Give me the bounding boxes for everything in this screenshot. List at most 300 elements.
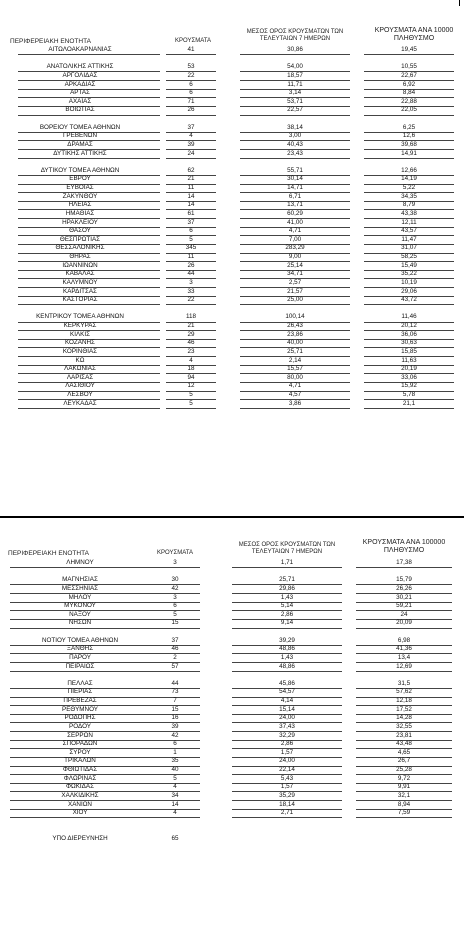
per-population-cell: 14,19 [401,175,417,183]
average-cell: 13,71 [287,201,303,209]
table-row [0,106,464,115]
average-cell: 23,86 [287,330,303,338]
table-row [0,374,464,383]
per-population-cell: 43,38 [401,209,417,217]
table-row [0,339,464,348]
table-row [0,270,464,279]
per-population-cell: 21,1 [402,399,416,407]
table-row [0,391,464,400]
region-cell: ΦΩΚΙΔΑΣ [66,783,94,791]
average-cell: 15,57 [287,365,303,373]
table-row [0,749,464,758]
per-population-cell: 6,98 [397,636,411,644]
average-cell: 4,57 [288,391,302,398]
cases-cell: 6 [189,227,193,235]
per-population-cell: 17,38 [396,559,412,566]
average-cell: 25,71 [279,576,295,584]
table-row [0,688,464,697]
average-cell: 11,71 [287,80,303,88]
region-cell: ΣΠΟΡΑΔΩΝ [62,740,98,748]
per-population-cell: 43,72 [401,296,417,304]
cases-cell: 44 [187,270,195,278]
cases-cell: 21 [187,322,195,329]
table-row [0,98,464,107]
per-population-cell: 43,48 [396,740,412,748]
per-population-cell: 12,66 [401,166,417,174]
cases-cell: 3 [173,593,177,601]
average-cell: 1,57 [280,783,294,791]
average-cell: 32,29 [279,731,295,739]
cases-cell: 33 [187,287,195,295]
per-population-cell: 15,79 [396,576,412,584]
average-cell: 21,57 [287,287,303,295]
cases-cell: 3 [173,559,177,566]
table-row [0,706,464,715]
header-region: ΠΕΡΙΦΕΡΕΙΑΚΗ ΕΝΟΤΗΤΑ [8,550,89,557]
table-row [0,382,464,391]
header-average-line2: ΤΕΛΕΥΤΑΙΩΝ 7 ΗΜΕΡΩΝ [251,549,323,555]
average-cell: 48,86 [279,645,295,653]
table-body-page-1 [0,46,464,408]
table-row [0,611,464,620]
region-cell: ΛΕΣΒΟΥ [67,391,93,398]
cases-cell: 11 [187,184,195,191]
table-row [0,559,464,568]
spacer-row [0,818,464,827]
region-cell: ΠΡΕΒΕΖΑΣ [63,697,97,704]
cases-cell: 22 [187,71,195,79]
average-cell: 22,14 [279,766,295,773]
cases-cell: 16 [171,714,179,722]
average-cell: 3,86 [288,399,302,407]
average-cell: 23,43 [287,149,303,157]
per-population-cell: 30,21 [396,593,412,601]
average-cell: 34,71 [287,270,303,278]
region-cell: ΔΥΤΙΚΟΥ ΤΟΜΕΑ ΑΘΗΝΩΝ [40,166,120,174]
table-row [0,602,464,611]
cases-cell: 44 [171,679,179,687]
cases-cell: 3 [189,278,193,286]
per-population-cell: 10,19 [401,278,417,286]
region-cell: ΝΗΣΩΝ [68,619,92,627]
cases-cell: 1 [173,748,177,756]
region-cell: ΚΕΝΤΡΙΚΟΥ ΤΟΜΕΑ ΑΘΗΝΩΝ [36,313,124,321]
cases-cell: 39 [187,140,195,148]
table-row [0,365,464,374]
per-population-cell: 58,25 [401,253,417,260]
region-cell: ΘΕΣΠΡΩΤΙΑΣ [59,235,101,243]
region-cell: ΠΑΡΟΥ [69,653,91,661]
table-row [0,313,464,322]
header-average-line1: ΜΕΣΟΣ ΟΡΟΣ ΚΡΟΥΣΜΑΤΩΝ ΤΩΝ [238,542,336,548]
table-row [0,296,464,305]
region-cell: ΙΩΑΝΝΙΝΩΝ [62,261,98,269]
cases-cell: 6 [189,80,193,88]
per-population-cell: 15,92 [401,382,417,390]
per-population-cell: 22,05 [401,106,417,114]
cases-cell: 14 [187,192,195,200]
header-cases: ΚΡΟΥΣΜΑΤΑ [175,38,211,44]
table-body-page-2 [0,559,464,844]
region-cell: ΧΑΝΙΩΝ [68,800,92,808]
region-cell: ΖΑΚΥΝΘΟΥ [62,192,98,200]
header-average-line2: ΤΕΛΕΥΤΑΙΩΝ 7 ΗΜΕΡΩΝ [259,36,331,42]
region-cell: ΛΗΜΝΟΥ [66,559,94,566]
per-population-cell: 6,92 [402,80,416,88]
average-cell: 22,57 [287,106,303,114]
cases-cell: 21 [187,175,195,183]
cases-cell: 71 [187,97,195,105]
region-cell: ΠΕΙΡΑΙΩΣ [65,662,95,670]
cases-cell: 2 [173,653,177,661]
cases-cell: 118 [185,313,197,321]
cell-underline [364,408,454,409]
average-cell: 40,43 [287,140,303,148]
table-row [0,124,464,133]
header-average [240,29,350,43]
table-row [0,775,464,784]
region-cell: ΑΙΤΩΛΟΑΚΑΡΝΑΝΙΑΣ [48,46,112,53]
table-row [0,792,464,801]
cases-cell: 24 [187,149,195,157]
table-row [0,175,464,184]
per-population-cell: 26,7 [397,757,411,765]
cases-cell: 5 [173,610,177,618]
per-population-cell: 22,88 [401,97,417,105]
region-cell: ΕΒΡΟΥ [69,175,91,183]
per-population-cell: 32,1 [397,791,411,799]
cases-cell: 42 [171,731,179,739]
per-population-cell: 20,19 [401,365,417,373]
region-cell: ΘΑΣΟΥ [69,227,91,235]
region-cell: ΤΡΙΚΑΛΩΝ [64,757,96,765]
per-population-cell: 25,28 [396,766,412,773]
region-cell: ΚΑΛΥΜΝΟΥ [62,278,98,286]
cases-cell: 15 [171,705,179,713]
per-population-cell: 11,63 [401,356,417,364]
average-cell: 55,71 [287,166,303,174]
cases-cell: 14 [171,800,179,808]
region-cell: ΛΕΥΚΑΔΑΣ [63,399,97,407]
per-population-cell: 41,36 [396,645,412,653]
average-cell: 4,71 [288,382,302,390]
table-row [0,680,464,689]
cases-cell: 53 [187,63,195,71]
region-cell: ΔΥΤΙΚΗΣ ΑΤΤΙΚΗΣ [53,149,107,157]
region-cell: ΜΥΚΟΝΟΥ [64,602,96,610]
region-cell: ΚΩ [75,356,85,364]
cases-cell: 29 [187,330,195,338]
cases-cell: 37 [187,123,195,131]
region-cell: ΧΑΛΚΙΔΙΚΗΣ [61,791,99,799]
cases-cell: 15 [171,619,179,627]
per-population-cell: 6,25 [402,123,416,131]
cases-cell: 34 [171,791,179,799]
region-cell: ΕΥΒΟΙΑΣ [66,184,94,191]
cases-cell: 4 [189,356,193,364]
table-row [0,81,464,90]
average-cell: 283,29 [285,244,305,252]
region-cell: ΦΛΩΡΙΝΑΣ [63,774,97,782]
cases-cell: 42 [171,584,179,592]
cases-cell: 40 [171,766,179,773]
region-cell: ΗΛΕΙΑΣ [68,201,92,209]
table-row [0,236,464,245]
per-population-cell: 24 [400,610,408,618]
cases-cell: 37 [171,636,179,644]
region-cell: ΛΑΚΩΝΙΑΣ [64,365,96,373]
average-cell: 35,29 [279,791,295,799]
cases-cell: 35 [171,757,179,765]
average-cell: 45,86 [279,679,295,687]
cases-cell: 39 [171,722,179,730]
per-population-cell: 59,21 [396,602,412,610]
region-cell: ΚΟΡΙΝΘΙΑΣ [62,347,98,355]
region-cell: ΚΑΡΔΙΤΣΑΣ [63,287,97,295]
per-population-cell: 12,11 [401,218,417,226]
per-population-cell: 7,59 [397,809,411,817]
average-cell: 25,71 [287,347,303,355]
cases-cell: 65 [171,835,179,842]
per-population-cell: 31,07 [401,244,417,252]
average-cell: 1,57 [280,748,294,756]
per-population-cell: 9,91 [397,783,411,791]
per-population-cell: 23,81 [396,731,412,739]
table-row [0,262,464,271]
header-per-line1: ΚΡΟΥΣΜΑΤΑ ΑΝΑ 100000 [362,539,446,546]
page-divider [0,516,464,518]
region-cell: ΞΑΝΘΗΣ [66,645,94,653]
average-cell: 48,86 [279,662,295,670]
average-cell: 1,71 [280,559,294,566]
average-cell: 24,00 [279,714,295,722]
cases-cell: 46 [171,645,179,653]
average-cell: 2,86 [280,610,294,618]
region-cell: ΧΙΟΥ [72,809,88,817]
per-population-cell: 22,67 [401,71,417,79]
cases-cell: 7 [173,697,177,704]
per-population-cell: 14,28 [396,714,412,722]
average-cell: 60,29 [287,209,303,217]
per-population-cell: 11,47 [401,235,417,243]
region-cell: ΓΡΕΒΕΝΩΝ [62,132,98,140]
cases-cell: 26 [187,106,195,114]
table-row [0,167,464,176]
cases-cell: 4 [189,132,193,140]
table-row [0,400,464,409]
per-population-cell: 12,69 [396,662,412,670]
region-cell: ΥΠΟ ΔΙΕΡΕΥΝΗΣΗ [52,835,108,842]
average-cell: 2,14 [288,356,302,364]
spacer-row [0,305,464,314]
region-cell: ΚΑΒΑΛΑΣ [65,270,95,278]
average-cell: 30,86 [287,46,303,53]
per-population-cell: 35,22 [401,270,417,278]
region-cell: ΒΟΙΩΤΙΑΣ [65,106,95,114]
average-cell: 25,00 [287,296,303,304]
per-population-cell: 43,57 [401,227,417,235]
region-cell: ΗΜΑΘΙΑΣ [65,209,95,217]
average-cell: 4,71 [288,227,302,235]
average-cell: 37,43 [279,722,295,730]
region-cell: ΜΑΓΝΗΣΙΑΣ [62,576,98,584]
average-cell: 4,14 [280,697,294,704]
cases-cell: 6 [173,740,177,748]
cases-cell: 37 [187,218,195,226]
spacer-row [0,671,464,680]
region-cell: ΚΑΣΤΟΡΙΑΣ [62,296,98,304]
average-cell: 25,14 [287,261,303,269]
region-cell: ΒΟΡΕΙΟΥ ΤΟΜΕΑ ΑΘΗΝΩΝ [39,123,121,131]
average-cell: 100,14 [285,313,305,321]
average-cell: 1,43 [280,593,294,601]
table-row [0,132,464,141]
table-row [0,783,464,792]
region-cell: ΠΙΕΡΙΑΣ [67,688,93,696]
average-cell: 29,86 [279,584,295,592]
average-cell: 18,57 [287,71,303,79]
per-population-cell: 20,12 [401,322,417,329]
table-row [0,89,464,98]
region-cell: ΘΗΡΑΣ [69,253,91,260]
cases-cell: 22 [187,296,195,304]
cases-cell: 5 [173,774,177,782]
header-per-line2: ΠΛΗΘΥΣΜΟ [383,547,425,554]
cases-cell: 41 [187,46,195,53]
region-cell: ΠΕΛΛΑΣ [67,679,93,687]
table-row [0,594,464,603]
average-cell: 30,14 [287,175,303,183]
per-population-cell: 19,45 [401,46,417,53]
average-cell: 41,00 [287,218,303,226]
cases-cell: 18 [187,365,195,373]
table-row [0,654,464,663]
per-population-cell: 29,06 [401,287,417,295]
header-region: ΠΕΡΙΦΕΡΕΙΑΚΗ ΕΝΟΤΗΤΑ [10,38,91,45]
per-population-cell: 26,26 [396,584,412,592]
region-cell: ΝΑΞΟΥ [69,610,91,618]
average-cell: 6,71 [288,192,302,200]
per-population-cell: 31,5 [397,679,411,687]
table-row [0,357,464,366]
table-row [0,219,464,228]
region-cell: ΦΘΙΩΤΙΔΑΣ [62,766,98,773]
average-cell: 54,00 [287,63,303,71]
table-row [0,809,464,818]
table-row [0,663,464,672]
average-cell: 26,43 [287,322,303,329]
per-population-cell: 8,79 [402,201,416,209]
per-population-cell: 14,91 [401,149,417,157]
average-cell: 9,14 [280,619,294,627]
table-row [0,201,464,210]
cases-cell: 23 [187,347,195,355]
region-cell: ΚΙΛΚΙΣ [70,330,90,338]
per-population-cell: 13,4 [397,653,411,661]
border-line [459,0,460,6]
per-population-cell: 4,65 [397,748,411,756]
cases-cell: 6 [173,602,177,610]
average-cell: 80,00 [287,373,303,381]
table-row [0,244,464,253]
table-row [0,585,464,594]
table-row [0,331,464,340]
average-cell: 2,71 [280,809,294,817]
spacer-row [0,158,464,167]
table-row [0,576,464,585]
spacer-row [0,826,464,835]
per-population-cell: 17,52 [396,705,412,713]
cases-cell: 345 [185,244,197,252]
cases-cell: 94 [187,373,195,381]
region-cell: ΡΟΔΟΠΗΣ [64,714,96,722]
cases-cell: 5 [189,235,193,243]
table-row [0,46,464,55]
cases-cell: 4 [173,783,177,791]
table-row [0,253,464,262]
table-row [0,757,464,766]
table-row [0,645,464,654]
table-row [0,72,464,81]
header-per-line2: ΠΛΗΘΥΣΜΟ [393,35,435,42]
per-population-cell: 11,46 [401,313,417,321]
table-row [0,348,464,357]
average-cell: 14,71 [287,184,303,191]
header-per-population [364,27,464,43]
region-cell: ΑΡΓΟΛΙΔΑΣ [62,71,98,79]
table-row [0,63,464,72]
header-average [232,542,342,556]
average-cell: 3,00 [288,132,302,140]
region-cell: ΑΡΤΑΣ [70,89,90,97]
header-average-line1: ΜΕΣΟΣ ΟΡΟΣ ΚΡΟΥΣΜΑΤΩΝ ΤΩΝ [246,29,344,35]
per-population-cell: 39,68 [401,140,417,148]
cell-underline [18,408,160,409]
cases-cell: 26 [187,261,195,269]
per-population-cell: 15,49 [401,261,417,269]
average-cell: 54,57 [279,688,295,696]
cases-cell: 11 [187,253,195,260]
region-cell: ΑΡΚΑΔΙΑΣ [64,80,96,88]
region-cell: ΛΑΣΙΘΙΟΥ [65,382,95,390]
cases-cell: 6 [189,89,193,97]
average-cell: 5,14 [280,602,294,610]
region-cell: ΣΥΡΟΥ [69,748,91,756]
per-population-cell: 57,62 [396,688,412,696]
per-population-cell: 36,06 [401,330,417,338]
table-row [0,288,464,297]
per-population-cell: 9,72 [397,774,411,782]
table-row [0,697,464,706]
average-cell: 38,14 [287,123,303,131]
average-cell: 40,00 [287,339,303,347]
table-row [0,766,464,775]
region-cell: ΚΟΖΑΝΗΣ [65,339,95,347]
region-cell: ΜΕΣΣΗΝΙΑΣ [61,584,99,592]
region-cell: ΡΟΔΟΥ [69,722,91,730]
table-row [0,184,464,193]
cases-cell: 46 [187,339,195,347]
per-population-cell: 34,35 [401,192,417,200]
header-per-population [350,539,458,555]
cases-cell: 12 [187,382,195,390]
table-row [0,227,464,236]
table-row [0,150,464,159]
per-population-cell: 33,06 [401,373,417,381]
per-population-cell: 8,84 [402,89,416,97]
average-cell: 1,43 [280,653,294,661]
spacer-row [0,568,464,577]
